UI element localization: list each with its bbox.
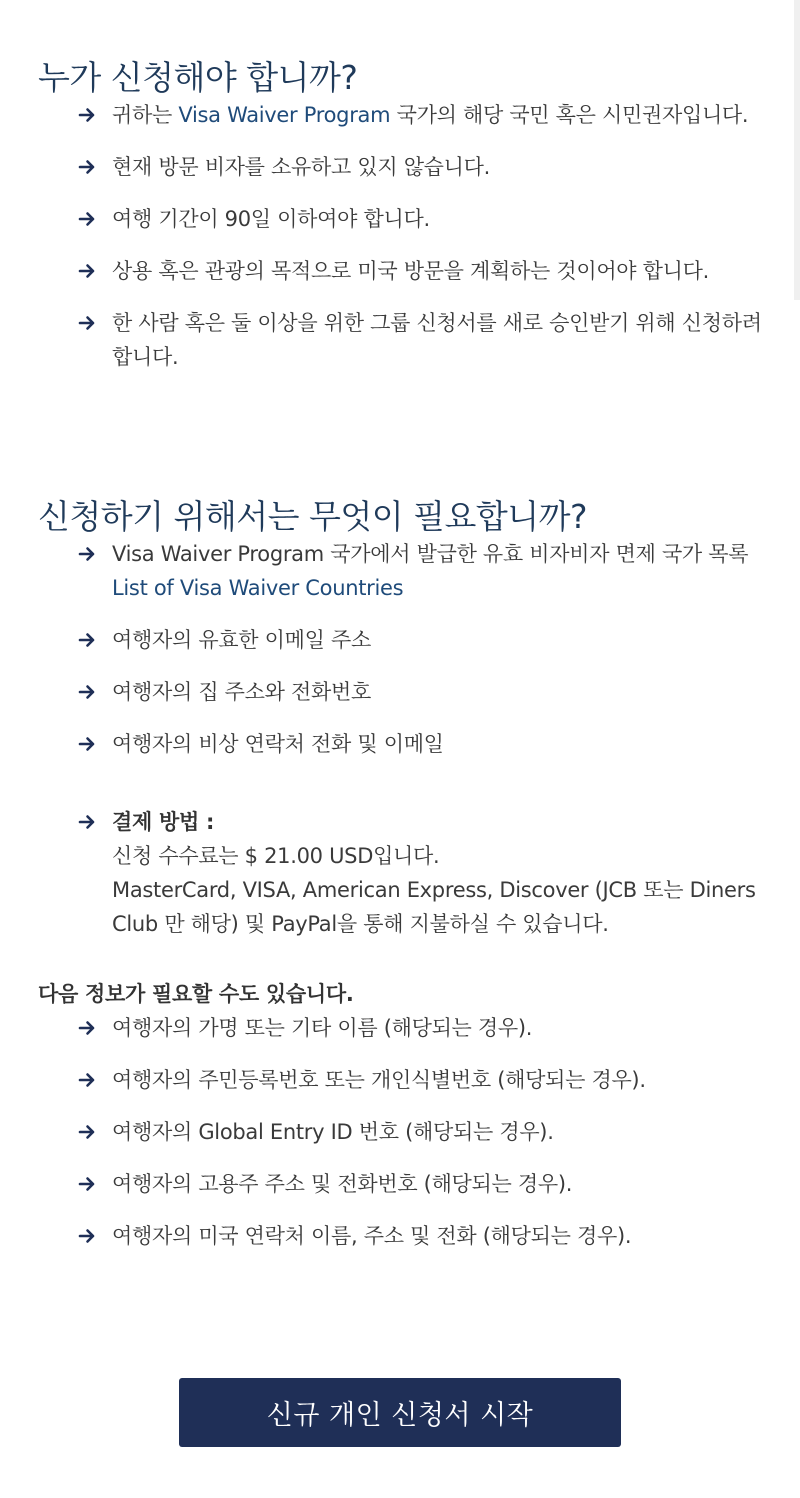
start-new-individual-application-button[interactable]: 신규 개인 신청서 시작: [179, 1378, 621, 1447]
list-item-text: 상용 혹은 관광의 목적으로 미국 방문을 계획하는 것이어야 합니다.: [112, 259, 709, 283]
payment-method-label: 결제 방법 :: [112, 810, 215, 834]
arrow-right-icon: [78, 623, 100, 657]
heading-what-is-needed: 신청하기 위해서는 무엇이 필요합니까?: [38, 497, 588, 536]
arrow-right-icon: [78, 805, 100, 839]
list-item-text: 여행자의 고용주 주소 및 전화번호 (해당되는 경우).: [112, 1172, 573, 1196]
list-item-text-pre: 귀하는: [112, 103, 179, 127]
list-item: [38, 675, 768, 709]
list-item: [38, 306, 768, 374]
who-list: [38, 98, 768, 374]
list-item: [38, 1115, 768, 1149]
arrow-right-icon: [78, 1219, 100, 1253]
list-item-text: 여행 기간이 90일 이하여야 합니다.: [112, 207, 430, 231]
list-item-text: 여행자의 유효한 이메일 주소: [112, 628, 371, 652]
optional-info-list: [38, 1011, 768, 1253]
arrow-right-icon: [78, 1167, 100, 1201]
list-item: [38, 98, 768, 132]
list-item: [38, 1063, 768, 1097]
application-fee-text: 신청 수수료는 $ 21.00 USD입니다.: [112, 844, 440, 868]
list-item-text: 한 사람 혹은 둘 이상을 위한 그룹 신청서를 새로 승인받기 위해 신청하려 합니다.: [112, 311, 762, 369]
arrow-right-icon: [78, 98, 100, 132]
arrow-right-icon: [78, 1115, 100, 1149]
list-item: [38, 202, 768, 236]
start-button-container: [179, 1378, 621, 1447]
list-item-text: Visa Waiver Program 국가에서 발급한 유효 비자비자 면제 국가 목록: [112, 542, 749, 566]
list-item-text: 여행자의 비상 연락처 전화 및 이메일: [112, 732, 444, 756]
list-item-text: 현재 방문 비자를 소유하고 있지 않습니다.: [112, 155, 491, 179]
arrow-right-icon: [78, 150, 100, 184]
may-need-heading: 다음 정보가 필요할 수도 있습니다.: [38, 982, 354, 1006]
list-item: [38, 623, 768, 657]
list-item: [38, 254, 768, 288]
visa-waiver-program-link[interactable]: Visa Waiver Program: [178, 103, 391, 127]
arrow-right-icon: [78, 727, 100, 761]
arrow-right-icon: [78, 537, 100, 571]
arrow-right-icon: [78, 254, 100, 288]
list-item-text: 여행자의 가명 또는 기타 이름 (해당되는 경우).: [112, 1016, 533, 1040]
list-item: [38, 1011, 768, 1045]
list-item: [38, 1219, 768, 1253]
payment-methods-text: MasterCard, VISA, American Express, Discover (JCB 또는 Diners Club 만 해당) 및 PayPal을 통해 지불하실 수 있습니다.: [112, 878, 756, 936]
scrollbar-track[interactable]: [794, 0, 800, 300]
list-item-text: 여행자의 Global Entry ID 번호 (해당되는 경우).: [112, 1120, 554, 1144]
list-item: [38, 537, 768, 605]
main-content: [38, 0, 768, 1271]
arrow-right-icon: [78, 1063, 100, 1097]
payment-method-item: [38, 805, 768, 941]
list-item-text-post: 국가의 해당 국민 혹은 시민권자입니다.: [390, 103, 749, 127]
list-item-text: 여행자의 미국 연락처 이름, 주소 및 전화 (해당되는 경우).: [112, 1224, 632, 1248]
list-item: [38, 150, 768, 184]
arrow-right-icon: [78, 202, 100, 236]
list-item: [38, 1167, 768, 1201]
arrow-right-icon: [78, 675, 100, 709]
arrow-right-icon: [78, 1011, 100, 1045]
visa-waiver-countries-link[interactable]: List of Visa Waiver Countries: [112, 576, 404, 600]
list-item-text: 여행자의 집 주소와 전화번호: [112, 680, 371, 704]
heading-who-should-apply: 누가 신청해야 합니까?: [38, 58, 358, 97]
list-item-text: 여행자의 주민등록번호 또는 개인식별번호 (해당되는 경우).: [112, 1068, 646, 1092]
arrow-right-icon: [78, 306, 100, 340]
list-item: [38, 727, 768, 761]
requirements-list: [38, 537, 768, 941]
